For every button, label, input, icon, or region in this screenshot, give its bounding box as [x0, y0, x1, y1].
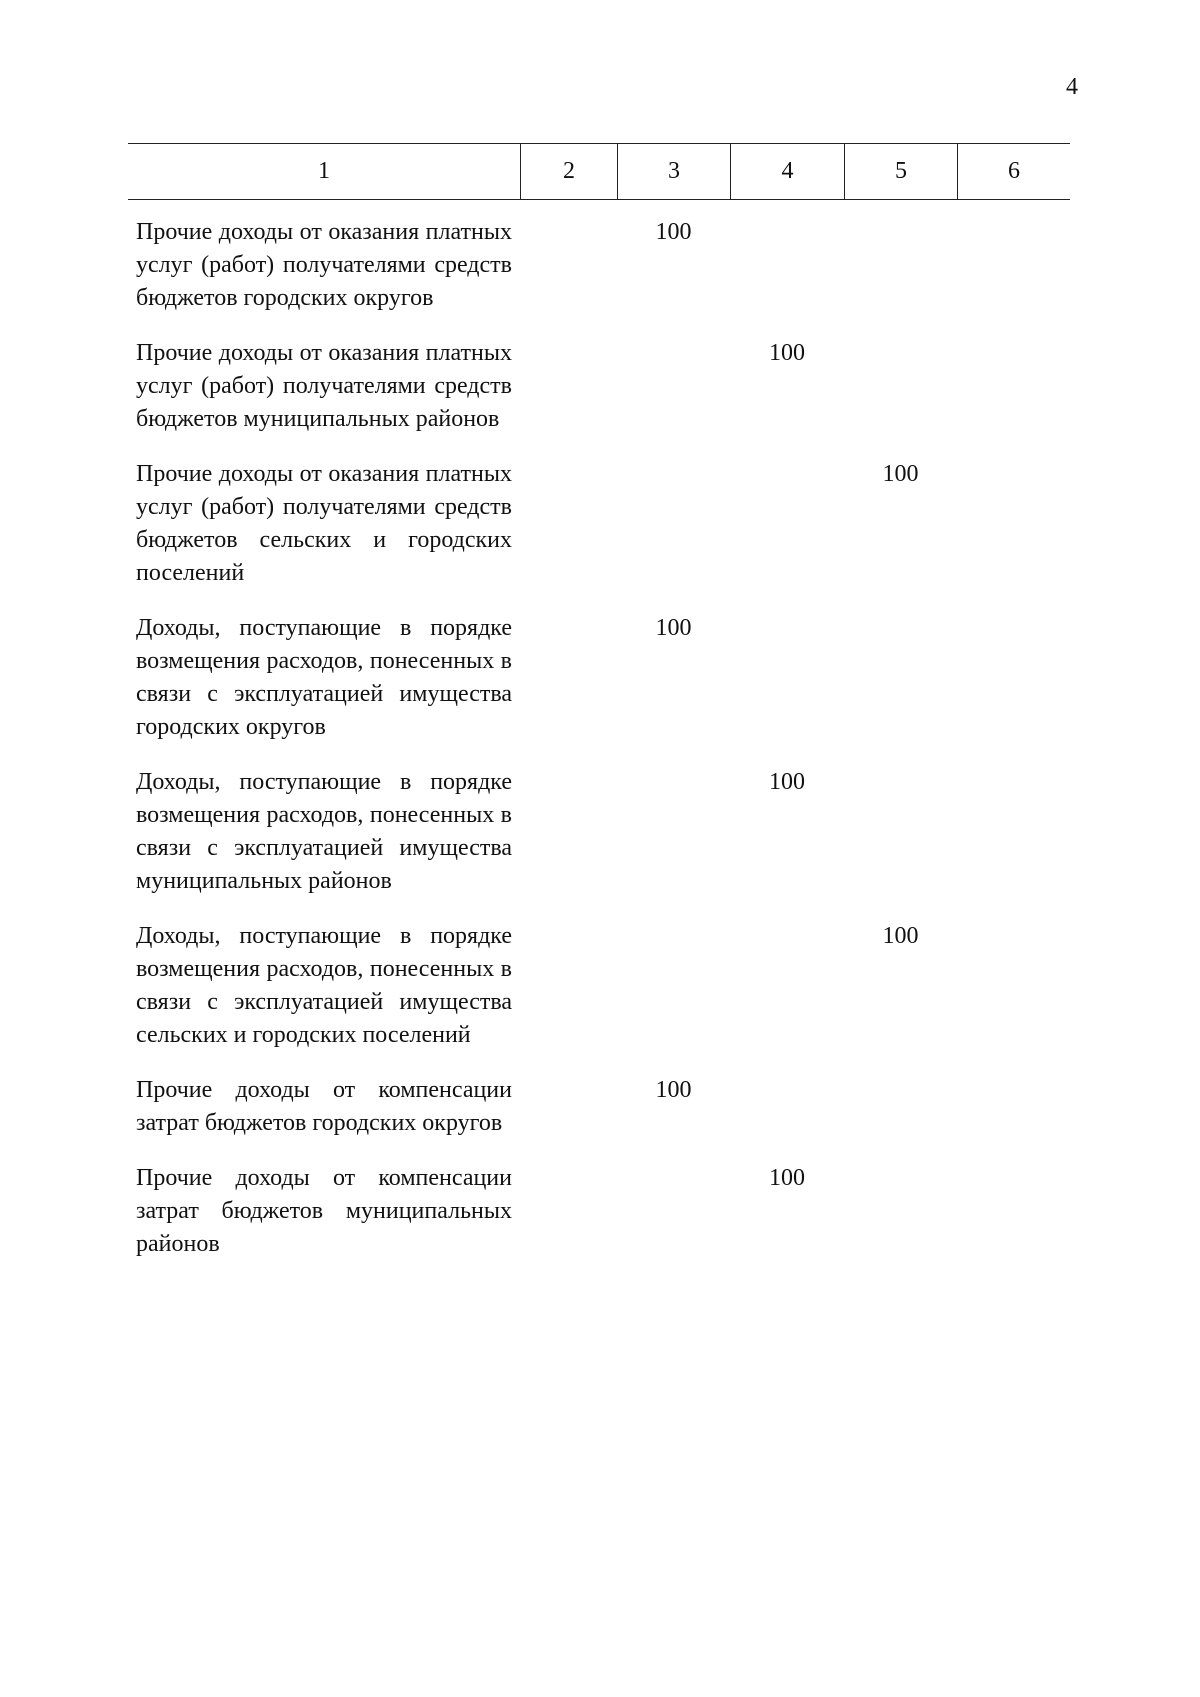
cell-col-2	[520, 920, 617, 1052]
cell-col-4	[730, 920, 844, 1052]
cell-col-6	[957, 766, 1070, 898]
table-header	[128, 143, 1070, 200]
cell-col-5	[844, 1162, 957, 1261]
cell-col-3: 100	[655, 615, 692, 641]
table-row	[128, 216, 1070, 315]
cell-col-5	[844, 766, 957, 898]
table-row	[128, 1074, 1070, 1140]
cell-col-6	[957, 1074, 1070, 1140]
row-description: Прочие доходы от компенсации затрат бюджетов муниципальных районов	[136, 1165, 512, 1257]
cell-col-2	[520, 766, 617, 898]
cell-col-6	[957, 920, 1070, 1052]
cell-col-2	[520, 337, 617, 436]
row-description: Прочие доходы от оказания платных услуг (работ) получателями средств бюджетов муниципальных районов	[136, 340, 512, 432]
cell-col-4	[730, 458, 844, 590]
cell-col-5: 100	[882, 461, 919, 487]
table-row	[128, 612, 1070, 744]
cell-col-5	[844, 1074, 957, 1140]
header-col-4: 4	[730, 144, 844, 199]
cell-col-4: 100	[769, 340, 805, 366]
cell-col-4: 100	[769, 1165, 805, 1191]
table-row	[128, 766, 1070, 898]
cell-col-2	[520, 458, 617, 590]
table-body	[128, 216, 1070, 1261]
income-table	[128, 143, 1070, 1283]
header-col-1: 1	[318, 158, 330, 184]
table-row	[128, 458, 1070, 590]
cell-col-6	[957, 216, 1070, 315]
cell-col-5: 100	[882, 923, 919, 949]
cell-col-5	[844, 216, 957, 315]
header-col-2: 2	[520, 144, 617, 199]
cell-col-4	[730, 216, 844, 315]
table-row	[128, 1162, 1070, 1261]
cell-col-3	[617, 920, 730, 1052]
cell-col-4	[730, 612, 844, 744]
row-description: Доходы, поступающие в порядке возмещения расходов, понесенных в связи с эксплуатацией имущества городских округов	[136, 615, 512, 740]
page-number: 4	[1066, 74, 1078, 100]
cell-col-2	[520, 1074, 617, 1140]
header-col-3: 3	[617, 144, 730, 199]
cell-col-2	[520, 1162, 617, 1261]
cell-col-6	[957, 1162, 1070, 1261]
row-description: Доходы, поступающие в порядке возмещения расходов, понесенных в связи с эксплуатацией имущества сельских и городских поселений	[136, 923, 512, 1048]
header-col-6: 6	[957, 144, 1070, 199]
cell-col-6	[957, 458, 1070, 590]
table-row	[128, 920, 1070, 1052]
header-col-5: 5	[844, 144, 957, 199]
cell-col-3	[617, 1162, 730, 1261]
cell-col-3: 100	[655, 219, 692, 245]
cell-col-4: 100	[769, 769, 805, 795]
row-description: Прочие доходы от оказания платных услуг (работ) получателями средств бюджетов городских округов	[136, 219, 512, 311]
cell-col-2	[520, 216, 617, 315]
cell-col-5	[844, 337, 957, 436]
cell-col-5	[844, 612, 957, 744]
table-row	[128, 337, 1070, 436]
cell-col-3	[617, 337, 730, 436]
cell-col-6	[957, 337, 1070, 436]
cell-col-4	[730, 1074, 844, 1140]
cell-col-6	[957, 612, 1070, 744]
cell-col-3	[617, 458, 730, 590]
cell-col-2	[520, 612, 617, 744]
cell-col-3: 100	[655, 1077, 692, 1103]
row-description: Прочие доходы от компенсации затрат бюджетов городских округов	[136, 1077, 512, 1136]
row-description: Прочие доходы от оказания платных услуг (работ) получателями средств бюджетов сельских и городских поселений	[136, 461, 512, 586]
cell-col-3	[617, 766, 730, 898]
row-description: Доходы, поступающие в порядке возмещения расходов, понесенных в связи с эксплуатацией имущества муниципальных районов	[136, 769, 512, 894]
